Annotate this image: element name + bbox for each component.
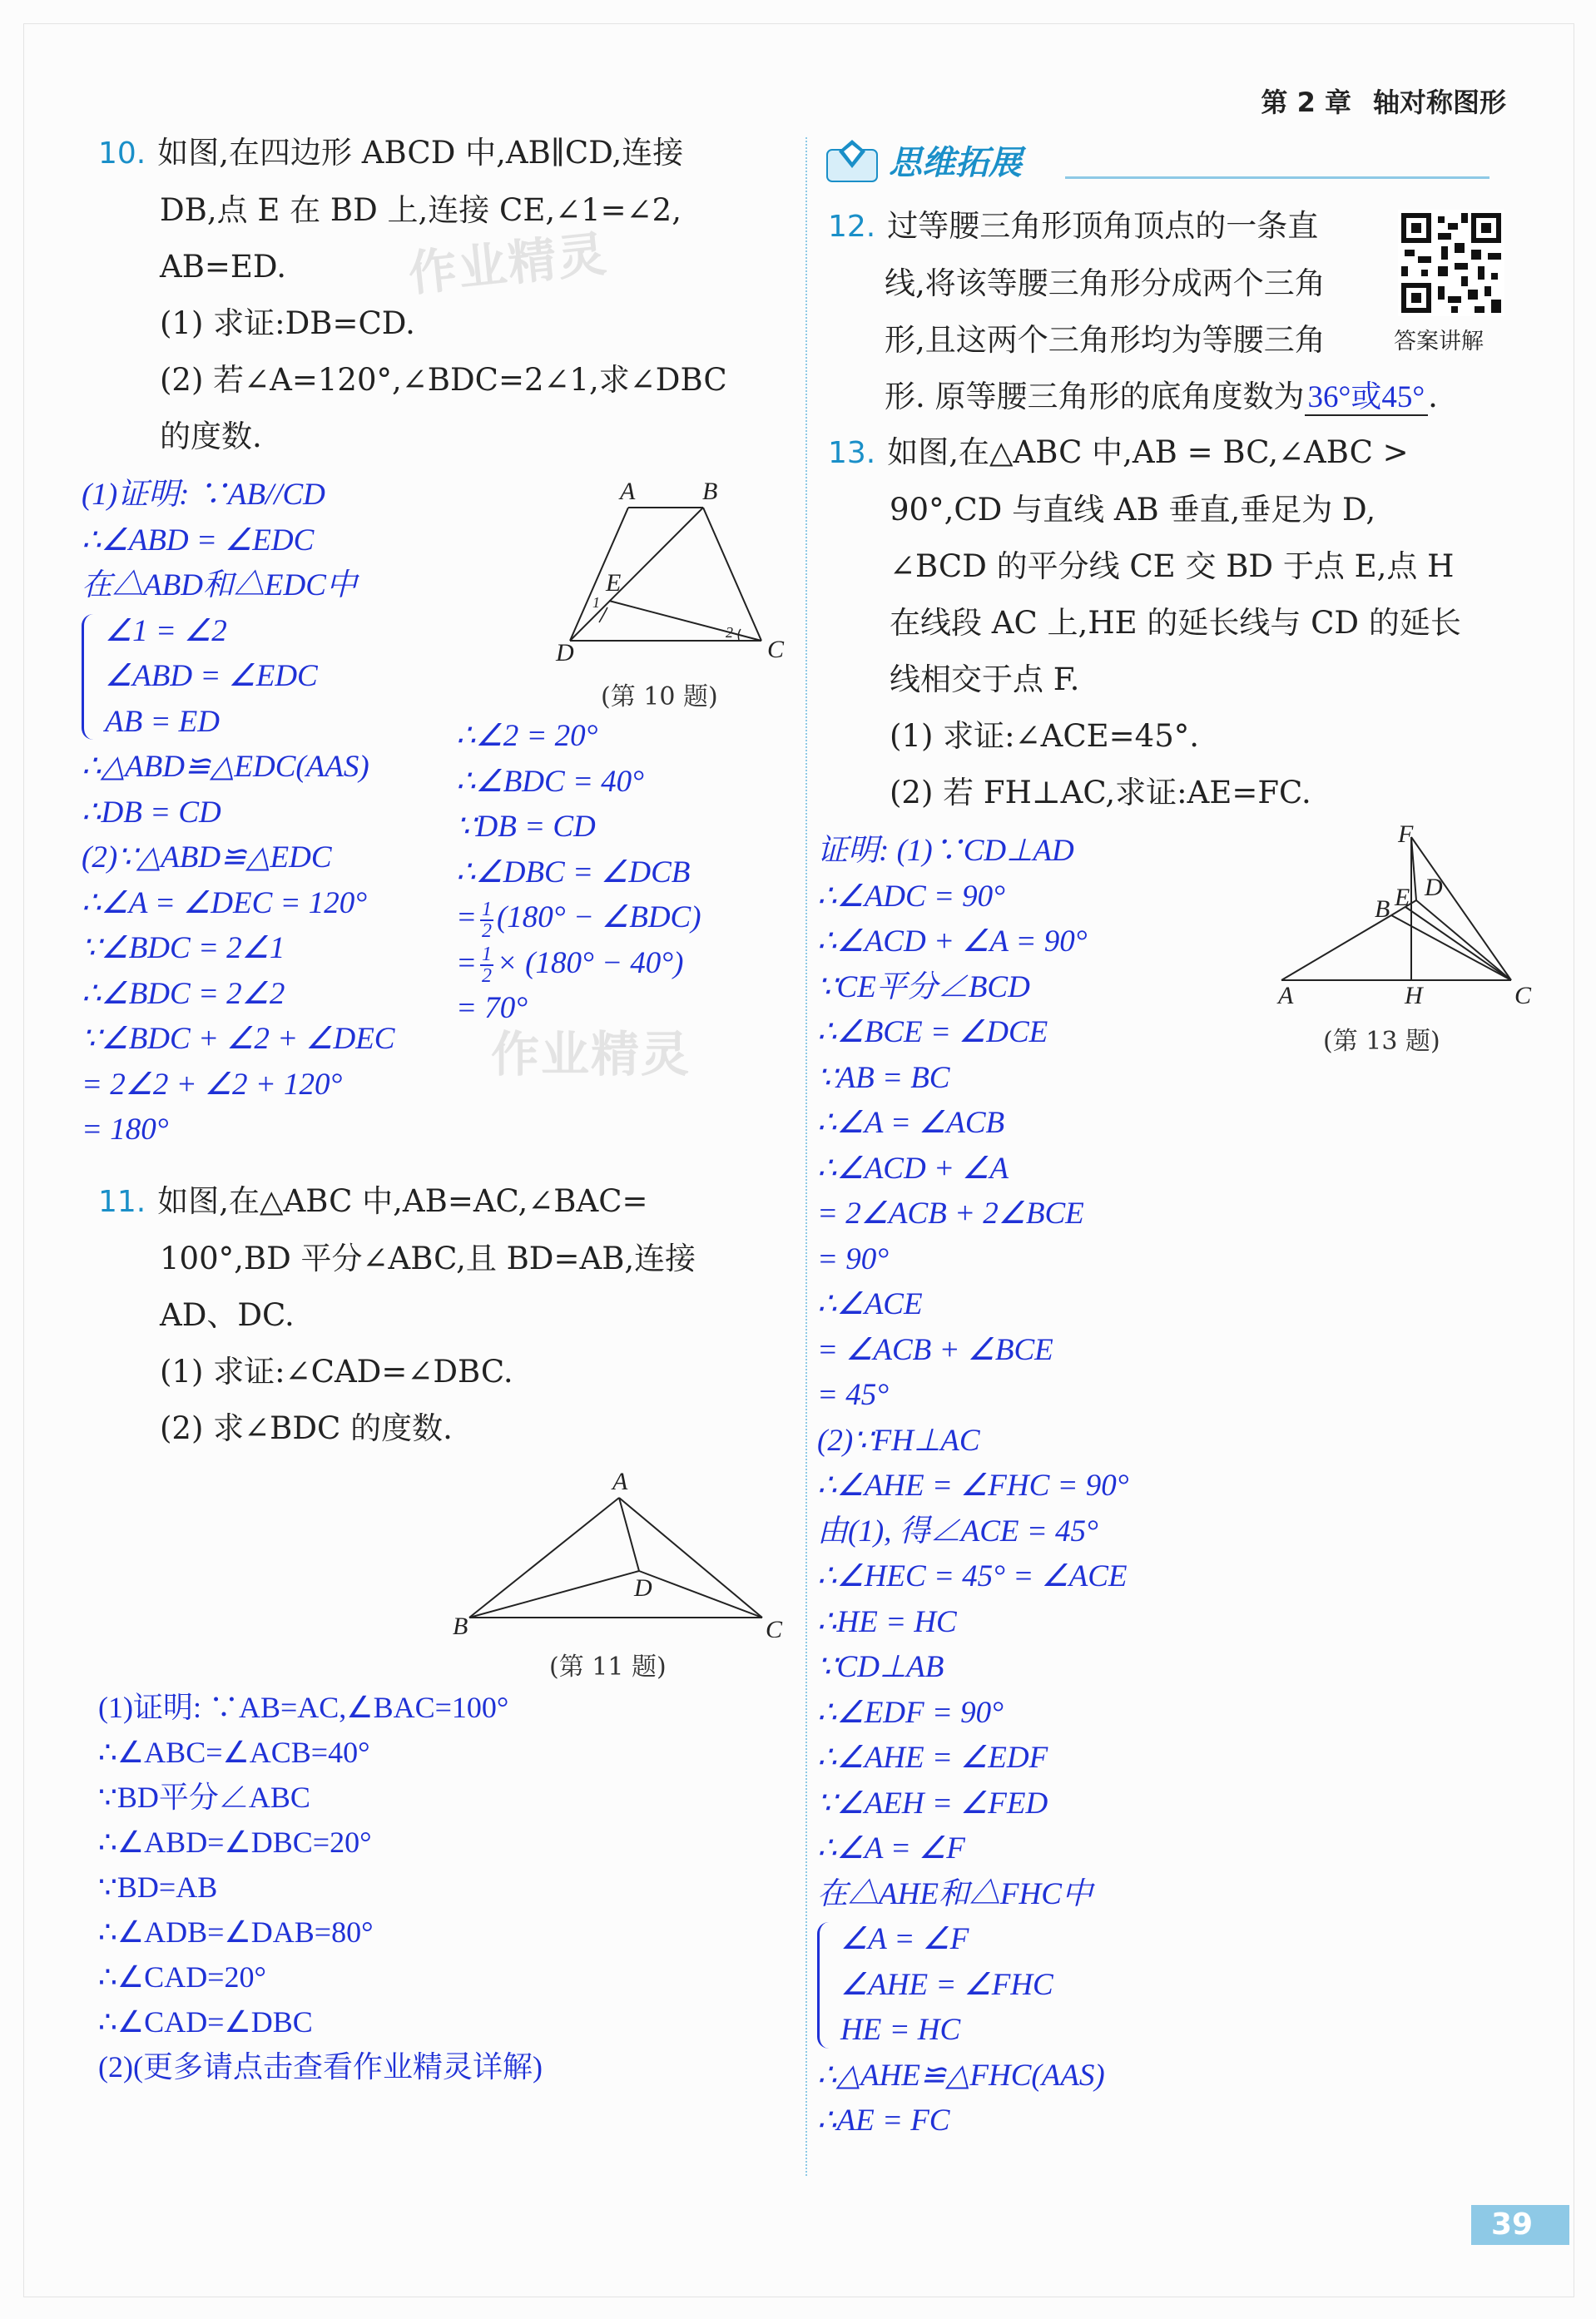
brace-group (817, 1917, 1129, 2054)
label-C: C (1514, 982, 1532, 1009)
label-H: H (1405, 982, 1423, 1009)
solution-line: ∴DB = CD (82, 795, 221, 830)
solution-line: ∴AE = FC (817, 2103, 950, 2138)
watermark: 作业精灵 (405, 225, 611, 303)
solution-11 (98, 1685, 543, 2089)
label-B: B (702, 478, 718, 505)
page-header (1239, 82, 1506, 120)
label-D: D (556, 639, 574, 666)
fraction: $\frac{1}{2}$ (481, 944, 492, 988)
solution-more-link[interactable]: (2)(更多请点击查看作业精灵详解) (98, 2050, 543, 2084)
problem-text-line: 如图,在△ABC 中,AB = BC,∠ABC > (887, 434, 1409, 470)
solution-10-left (82, 473, 395, 1153)
solution-line: ∴∠AHE = ∠FHC = 90° (817, 1469, 1129, 1503)
problem-text-line: 如图,在四边形 ABCD 中,AB∥CD,连接 (157, 135, 684, 171)
sub-question-2-cont: 的度数. (160, 419, 262, 454)
qr-code[interactable] (1398, 210, 1504, 316)
solution-line: HE = HC (840, 2013, 961, 2047)
problem-text-line: DB,点 E 在 BD 上,连接 CE,∠1=∠2, (160, 192, 682, 228)
solution-line: ∠A = ∠F (840, 1922, 969, 1956)
solution-line: 在△ABD和△EDC中 (82, 568, 357, 602)
label-C: C (767, 636, 785, 663)
solution-line: ∴∠ABD=∠DBC=20° (98, 1826, 372, 1859)
solution-line: ∴∠A = ∠ACB (817, 1106, 1005, 1140)
chapter-label: 第 2 章 (1261, 87, 1351, 118)
solution-line: 由(1), 得∠ACE = 45° (817, 1514, 1098, 1548)
solution-line: ∴∠EDF = 90° (817, 1695, 1004, 1730)
solution-line: (1)证明: ∵AB=AC,∠BAC=100° (98, 1691, 509, 1724)
solution-line: ∵AB = BC (817, 1060, 950, 1095)
solution-line: ∴∠ACD + ∠A = 90° (817, 924, 1088, 959)
angle-1: 1 (592, 594, 600, 611)
problem-text-line: 在线段 AC 上,HE 的延长线与 CD 的延长 (890, 605, 1461, 641)
solution-line: ∴∠A = ∠DEC = 120° (82, 885, 368, 920)
problem-text-line: 线,将该等腰三角形分成两个三角 (885, 265, 1326, 301)
problem-text-line: 过等腰三角形顶角顶点的一条直 (887, 208, 1319, 244)
solution-line: ∴∠BCE = ∠DCE (817, 1015, 1048, 1049)
brace-icon (817, 1922, 833, 2049)
brace-group (82, 609, 395, 746)
solution-line: 证明: (1)∵CD⊥AD (817, 834, 1074, 868)
label-A: A (1278, 982, 1294, 1009)
label-B: B (453, 1613, 468, 1638)
solution-line: ∴△AHE≌△FHC(AAS) (817, 2058, 1105, 2093)
label-A: A (620, 478, 636, 505)
problem-text-line: AD、DC. (160, 1297, 295, 1333)
solution-line: ∴∠ADC = 90° (817, 879, 1005, 914)
solution-line: (1)证明: ∵AB//CD (82, 478, 325, 512)
problem-text-line: 线相交于点 F. (890, 662, 1080, 697)
label-E: E (1395, 884, 1410, 911)
figure-10 (549, 474, 791, 674)
solution-line: = 2∠ACB + 2∠BCE (817, 1197, 1084, 1231)
problem-number: 13. (828, 436, 876, 470)
section-title: 思维拓展 (889, 144, 1022, 182)
solution-line: ∵CE平分∠BCD (817, 969, 1030, 1004)
fraction: $\frac{1}{2}$ (481, 898, 492, 942)
solution-line: ∵∠BDC = 2∠1 (82, 931, 285, 965)
solution-line: = $\frac{1}{2}$ × (180° − 40°) (456, 944, 684, 988)
section-rule (1065, 176, 1489, 179)
problem-text-line: 形,且这两个三角形均为等腰三角 (885, 322, 1326, 358)
label-D: D (634, 1574, 652, 1602)
solution-line: ∴HE = HC (817, 1604, 957, 1639)
solution-line: ∴△ABD≌△EDC(AAS) (82, 750, 369, 784)
problem-12 (828, 198, 1438, 426)
sub-question-2: (2) 若∠A=120°,∠BDC=2∠1,求∠DBC (160, 362, 727, 398)
solution-line: ∠1 = ∠2 (105, 613, 227, 648)
solution-line: (2)∵△ABD≌△EDC (82, 840, 332, 875)
problem-text-line: 形. 原等腰三角形的底角度数为 36°或45° . (885, 379, 1438, 414)
answer-blank: 36°或45° (1305, 380, 1429, 416)
sub-question-2: (2) 若 FH⊥AC,求证:AE=FC. (890, 775, 1311, 810)
sub-question-1: (1) 求证:∠ACE=45°. (890, 718, 1200, 754)
solution-line: ∵BD平分∠ABC (98, 1781, 310, 1814)
solution-line: ∴∠CAD=20° (98, 1960, 266, 1994)
solution-line: 在△AHE和△FHC中 (817, 1876, 1093, 1911)
problem-number: 10. (98, 136, 146, 171)
solution-line: (2)∵FH⊥AC (817, 1423, 980, 1458)
angle-2: 2 (726, 624, 733, 641)
solution-line: ∵∠BDC + ∠2 + ∠DEC (82, 1022, 395, 1056)
solution-line: ∴∠ADB=∠DAB=80° (98, 1915, 374, 1949)
solution-line: ∴∠HEC = 45° = ∠ACE (817, 1559, 1128, 1593)
figure-11 (446, 1463, 796, 1638)
solution-line: ∴∠ABD = ∠EDC (82, 523, 315, 557)
label-E: E (606, 569, 622, 597)
qr-label: 答案讲解 (1394, 329, 1484, 354)
solution-line: ∠ABD = ∠EDC (105, 659, 318, 693)
watermark: 作业精灵 (491, 1026, 691, 1083)
problem-number: 12. (828, 210, 876, 244)
sub-question-1: (1) 求证:DB=CD. (160, 305, 415, 341)
solution-line: = 45° (817, 1378, 890, 1412)
caption-13: (第 13 题) (1323, 1027, 1440, 1056)
figure-13 (1265, 824, 1539, 1015)
solution-line: ∴∠AHE = ∠EDF (817, 1741, 1048, 1775)
solution-line: ∵DB = CD (456, 810, 596, 844)
sub-question-2: (2) 求∠BDC 的度数. (160, 1410, 453, 1446)
problem-text-line: ∠BCD 的平分线 CE 交 BD 于点 E,点 H (890, 548, 1455, 584)
solution-line: ∴∠CAD=∠DBC (98, 2005, 313, 2039)
solution-line: = 180° (82, 1112, 169, 1147)
caption-10: (第 10 题) (601, 682, 718, 711)
solution-line: ∴∠BDC = 2∠2 (82, 976, 285, 1011)
solution-line: = ∠ACB + ∠BCE (817, 1332, 1053, 1367)
solution-line: = 2∠2 + ∠2 + 120° (82, 1067, 343, 1102)
solution-line: ∴∠ACE (817, 1287, 923, 1321)
solution-line: = 70° (456, 991, 528, 1026)
problem-text-line: 100°,BD 平分∠ABC,且 BD=AB,连接 (160, 1241, 696, 1276)
label-A: A (612, 1468, 628, 1495)
label-C: C (766, 1616, 783, 1638)
solution-10-right (456, 714, 701, 1032)
sub-question-1: (1) 求证:∠CAD=∠DBC. (160, 1354, 513, 1390)
page-number: 39 (1471, 2205, 1569, 2245)
problem-13 (828, 424, 1519, 821)
solution-line: ∠AHE = ∠FHC (840, 1967, 1053, 2002)
solution-line: ∴∠BDC = 40° (456, 764, 644, 799)
solution-line: ∵CD⊥AB (817, 1650, 944, 1684)
solution-13 (817, 829, 1129, 2144)
solution-line: ∴∠ACD + ∠A (817, 1151, 1009, 1186)
solution-line: ∴∠A = ∠F (817, 1831, 965, 1866)
chapter-title: 轴对称图形 (1372, 87, 1506, 118)
problem-number: 11. (98, 1185, 146, 1219)
solution-line: ∵BD=AB (98, 1871, 218, 1904)
problem-text-line: 如图,在△ABC 中,AB=AC,∠BAC= (157, 1183, 648, 1219)
brace-icon (82, 614, 97, 741)
label-F: F (1398, 824, 1414, 848)
diamond-book-icon (824, 135, 882, 185)
solution-line: AB = ED (105, 704, 220, 739)
solution-line: = 90° (817, 1241, 890, 1276)
caption-11: (第 11 题) (549, 1653, 667, 1682)
label-D: D (1425, 874, 1443, 901)
solution-line: ∴∠DBC = ∠DCB (456, 855, 691, 889)
solution-line: ∵∠AEH = ∠FED (817, 1786, 1048, 1821)
problem-text-line: AB=ED. (160, 249, 287, 285)
problem-text-line: 90°,CD 与直线 AB 垂直,垂足为 D, (890, 492, 1376, 528)
section-header (824, 133, 1506, 188)
column-divider (805, 137, 807, 2176)
solution-line: = $\frac{1}{2}$ (180° − ∠BDC) (456, 898, 701, 942)
label-B: B (1375, 895, 1390, 923)
problem-11 (98, 1173, 789, 1457)
solution-line: ∴∠ABC=∠ACB=40° (98, 1736, 370, 1769)
solution-line: ∴∠2 = 20° (456, 719, 598, 753)
